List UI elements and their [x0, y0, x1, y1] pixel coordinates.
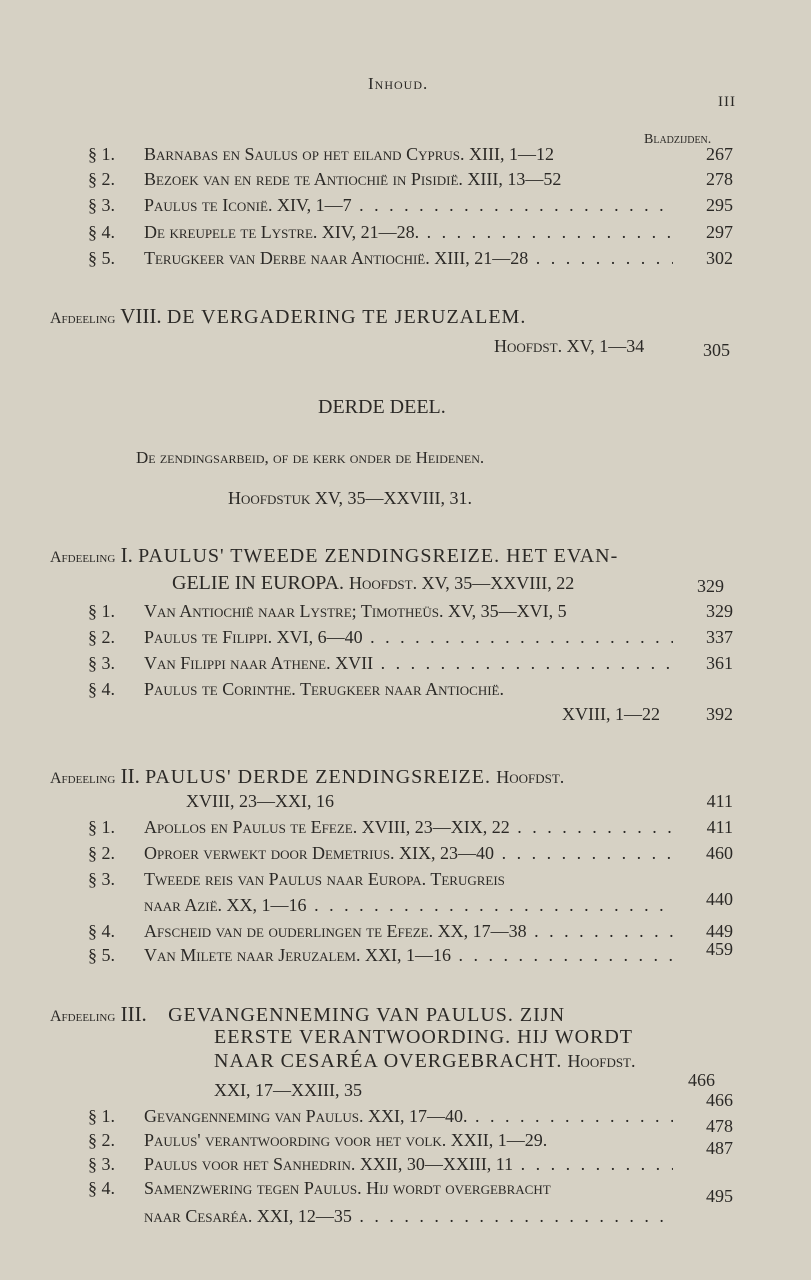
division-title-line2	[172, 572, 574, 595]
entry-text-cont: naar Azië. XX, 1—16 . . .	[144, 895, 673, 916]
entry-page: 487	[706, 1138, 733, 1158]
toc-entry-continuation	[562, 704, 733, 725]
division-numeral: I.	[120, 543, 133, 567]
entry-page: 449	[706, 921, 733, 941]
toc-entry[interactable]	[88, 679, 733, 705]
section-number: § 4.	[88, 222, 115, 242]
division-title-line2: EERSTE VERANTWOORDING. HIJ WORDT	[214, 1026, 634, 1048]
section-number: § 1.	[88, 1106, 115, 1126]
toc-entry[interactable]	[88, 248, 733, 274]
entry-text: Van Antiochië naar Lystre; Timotheüs. XV, 35—XVI, 5	[144, 601, 567, 621]
toc-entry[interactable]	[88, 817, 733, 843]
division-title: DE VERGADERING TE JERUZALEM.	[166, 306, 527, 328]
division-heading[interactable]	[50, 764, 564, 789]
division-numeral: III.	[120, 1002, 147, 1026]
division-ref: Hoofdst. XV, 1—34	[494, 336, 645, 356]
division-ref: Hoofdst.	[567, 1051, 636, 1071]
entry-text: Paulus voor het Sanhedrin. XXII, 30—XXIII, 11 . . .	[144, 1154, 673, 1175]
division-title-line3	[214, 1050, 636, 1073]
page-number: III	[718, 94, 736, 110]
division-page: 466	[688, 1070, 715, 1090]
division-title-line1: PAULUS' DERDE ZENDINGSREIZE.	[145, 766, 491, 788]
toc-entry[interactable]	[88, 222, 733, 248]
toc-entry[interactable]	[88, 1178, 733, 1204]
toc-entry[interactable]	[88, 627, 733, 653]
section-number: § 1.	[88, 601, 115, 621]
entry-page: 361	[706, 653, 733, 673]
section-number: § 5.	[88, 945, 115, 965]
division-title-text: XXI, 17—XXIII, 35	[214, 1080, 362, 1100]
division-numeral: II.	[120, 764, 140, 788]
entry-page: 478	[706, 1116, 733, 1136]
entry-text-cont: XVIII, 1—22	[562, 704, 660, 724]
entry-text: Barnabas en Saulus op het eiland Cyprus. XIII, 1—12	[144, 144, 554, 164]
running-title: Inhoud.	[368, 74, 429, 93]
entry-text: Gevangenneming van Paulus. XXI, 17—40. . . .	[144, 1106, 673, 1127]
entry-page: 411	[706, 817, 733, 837]
entry-text: Afscheid van de ouderlingen te Efeze. XX, 17—38 . . .	[144, 921, 673, 942]
toc-entry[interactable]	[88, 1106, 733, 1136]
toc-entry[interactable]	[88, 1154, 733, 1180]
section-number: § 4.	[88, 679, 115, 699]
entry-page: 329	[706, 601, 733, 621]
section-number: § 3.	[88, 1154, 115, 1174]
division-title-line1: PAULUS' TWEEDE ZENDINGSREIZE. HET EVAN-	[138, 545, 619, 567]
entry-page: 267	[706, 144, 733, 164]
entry-page: 495	[706, 1186, 733, 1206]
entry-text: Oproer verwekt door Demetrius. XIX, 23—40 . . .	[144, 843, 673, 864]
toc-entry-continuation	[144, 889, 733, 921]
section-number: § 3.	[88, 869, 115, 889]
section-number: § 4.	[88, 921, 115, 941]
entry-text-cont: naar Cesaréa. XXI, 12—35 . . .	[144, 1206, 673, 1227]
section-number: § 3.	[88, 195, 115, 215]
entry-text: Van Milete naar Jeruzalem. XXI, 1—16 . . .	[144, 945, 673, 966]
entry-page: 302	[706, 248, 733, 268]
column-label-pages: Bladzijden.	[644, 132, 712, 147]
toc-entry-continuation	[144, 1206, 733, 1232]
entry-text: Bezoek van en rede te Antiochië in Pisidië. XIII, 13—52	[144, 169, 562, 189]
section-number: § 3.	[88, 653, 115, 673]
entry-page: 392	[706, 704, 733, 724]
section-number: § 1.	[88, 144, 115, 164]
section-number: § 4.	[88, 1178, 115, 1198]
entry-page: 459	[706, 939, 733, 959]
division-numeral: VIII.	[120, 304, 162, 328]
division-title-line4	[214, 1080, 733, 1110]
division-title-text: GELIE IN EUROPA.	[172, 572, 345, 594]
toc-entry[interactable]	[88, 869, 733, 895]
entry-text: Paulus te Corinthe. Terugkeer naar Antiochië.	[144, 679, 504, 699]
part-title: DERDE DEEL.	[318, 396, 446, 418]
part-subtitle: De zendingsarbeid, of de kerk onder de Heidenen.	[136, 448, 485, 467]
entry-text: Paulus' verantwoording voor het volk. XXII, 1—29.	[144, 1130, 548, 1150]
division-title-text: XVIII, 23—XXI, 16	[186, 791, 334, 811]
entry-page: 295	[706, 195, 733, 215]
entry-text: Samenzwering tegen Paulus. Hij wordt overgebracht	[144, 1178, 551, 1198]
section-number: § 2.	[88, 169, 115, 189]
division-title-line2	[186, 791, 733, 817]
division-title-text: NAAR CESARÉA OVERGEBRACHT.	[214, 1050, 563, 1072]
division-page: 329	[697, 576, 724, 596]
entry-text: Tweede reis van Paulus naar Europa. Terugreis	[144, 869, 505, 889]
toc-entry[interactable]	[88, 601, 733, 627]
division-heading[interactable]	[50, 304, 526, 329]
toc-entry[interactable]	[88, 921, 733, 947]
toc-entry[interactable]	[88, 1130, 733, 1156]
division-label: Afdeeling	[50, 310, 116, 327]
entry-text: Paulus te Filippi. XVI, 6—40 . . .	[144, 627, 673, 648]
entry-page: 440	[706, 889, 733, 909]
section-number: § 2.	[88, 843, 115, 863]
division-label: Afdeeling	[50, 1008, 116, 1025]
toc-entry[interactable]	[88, 939, 733, 971]
entry-text: Terugkeer van Derbe naar Antiochië. XIII, 21—28 . . .	[144, 248, 673, 269]
division-ref: Hoofdst.	[496, 767, 565, 787]
division-page: 411	[706, 791, 733, 811]
division-label: Afdeeling	[50, 549, 116, 566]
toc-entry[interactable]	[88, 843, 733, 869]
entry-text: Apollos en Paulus te Efeze. XVIII, 23—XIX, 22 . . .	[144, 817, 673, 838]
division-ref: Hoofdst. XV, 35—XXVIII, 22	[349, 573, 575, 593]
division-heading[interactable]	[50, 543, 618, 568]
entry-page: 460	[706, 843, 733, 863]
entry-text: Van Filippi naar Athene. XVII . . .	[144, 653, 673, 674]
toc-entry[interactable]	[88, 144, 733, 170]
section-number: § 2.	[88, 1130, 115, 1150]
division-title-line1: GEVANGENNEMING VAN PAULUS. ZIJN	[168, 1004, 566, 1026]
entry-text: Paulus te Iconië. XIV, 1—7 . . .	[144, 195, 673, 216]
division-page: 466	[706, 1090, 733, 1110]
section-number: § 5.	[88, 248, 115, 268]
division-label: Afdeeling	[50, 770, 116, 787]
section-number: § 1.	[88, 817, 115, 837]
entry-text: De kreupele te Lystre. XIV, 21—28. . . .	[144, 222, 673, 243]
entry-page: 278	[706, 169, 733, 189]
entry-page: 297	[706, 222, 733, 242]
section-number: § 2.	[88, 627, 115, 647]
division-heading[interactable]	[50, 1002, 565, 1027]
toc-entry[interactable]	[88, 169, 733, 195]
entry-page: 337	[706, 627, 733, 647]
toc-entry[interactable]	[88, 653, 733, 679]
toc-entry[interactable]	[88, 195, 733, 221]
part-chapters: Hoofdstuk XV, 35—XXVIII, 31.	[228, 488, 472, 508]
division-page: 305	[703, 340, 730, 360]
